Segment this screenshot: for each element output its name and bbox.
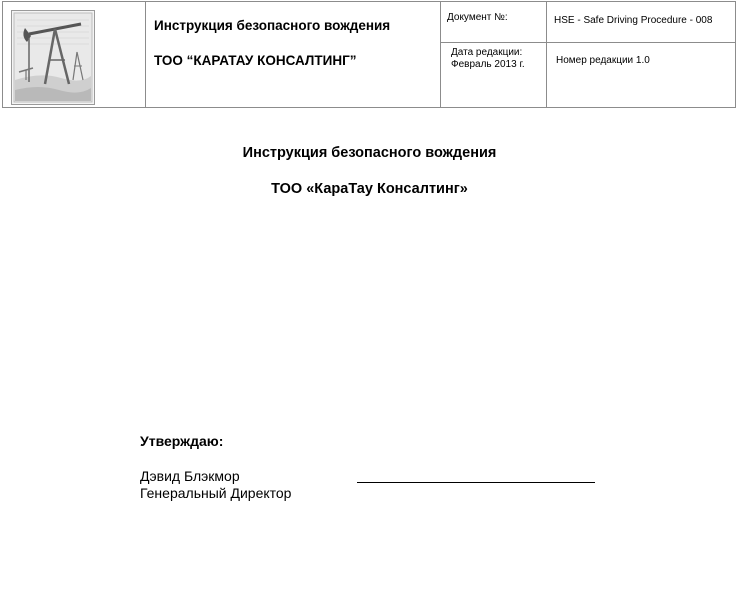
approver-position: Генеральный Директор — [140, 485, 292, 501]
edit-date-label: Дата редакции: — [451, 47, 523, 58]
document-company: ТОО «КараТау Консалтинг» — [271, 181, 468, 197]
doc-no-value: HSE - Safe Driving Procedure - 008 — [554, 15, 713, 26]
doc-no-label: Документ №: — [447, 12, 508, 23]
header-title: Инструкция безопасного вождения — [154, 18, 391, 33]
logo-cell — [3, 2, 146, 108]
oil-pumpjack-logo-icon — [11, 10, 95, 105]
title-cell — [146, 2, 441, 108]
header-company: ТОО “КАРАТАУ КОНСАЛТИНГ” — [154, 53, 357, 68]
edit-date-value: Февраль 2013 г. — [451, 59, 525, 70]
doc-no-value-cell — [547, 2, 736, 43]
edition-number: Номер редакции 1.0 — [556, 55, 650, 66]
approver-name: Дэвид Блэкмор — [140, 468, 240, 484]
document-header-table — [2, 1, 736, 108]
edition-cell — [547, 43, 736, 108]
doc-no-label-cell — [441, 2, 547, 43]
signature-line — [357, 482, 595, 483]
approval-heading: Утверждаю: — [140, 433, 224, 449]
document-title: Инструкция безопасного вождения — [242, 145, 497, 161]
edit-date-cell — [441, 43, 547, 108]
